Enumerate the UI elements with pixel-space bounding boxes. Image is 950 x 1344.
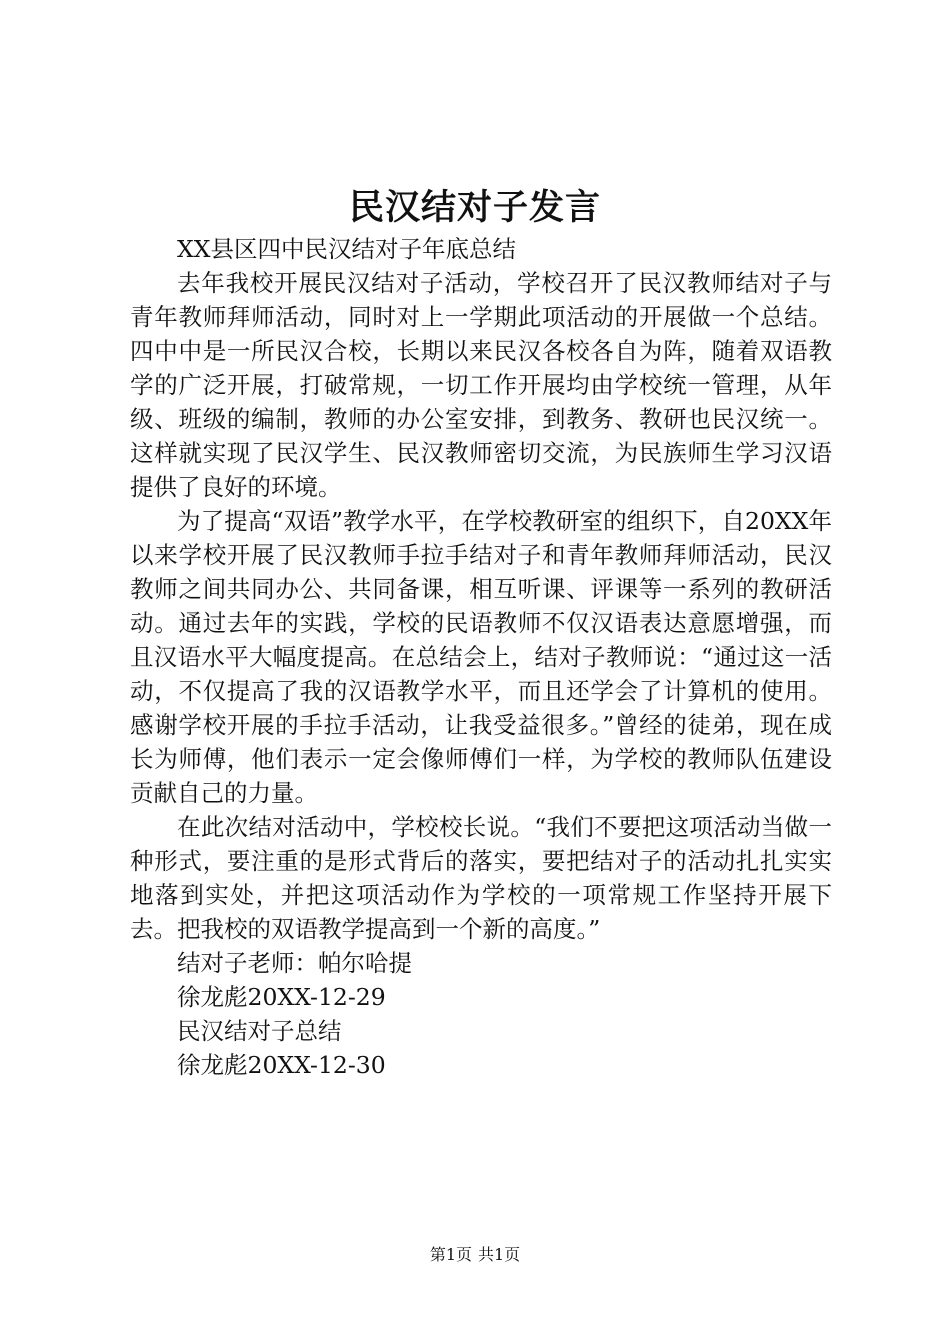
signature-line: 结对子老师：帕尔哈提 bbox=[177, 949, 412, 977]
document-title: 民汉结对子发言 bbox=[348, 187, 601, 228]
page-footer bbox=[0, 1243, 950, 1267]
body-paragraph: 为了提高“双语”教学水平，在学校教研室的组织下，自20XX年以来学校开展了民汉教师手拉手结对子和青年教师拜师活动，民汉教师之间共同办公、共同备课，相互听课、评课等一系列的教研活动。通过去年的实践，学校的民语教师不仅汉语表达意愿增强，而且汉语水平大幅度提高。在总结会上，结对子教师说：“通过这一活动，不仅提高了我的汉语教学水平，而且还学会了计算机的使用。感谢学校开展的手拉手活动，让我受益很多。”曾经的徒弟，现在成长为师傅，他们表示一定会像师傅们一样，为学校的教师队伍建设贡献自己的力量。 bbox=[130, 507, 832, 807]
signature-line: 徐龙彪20XX-12-29 bbox=[177, 983, 386, 1011]
page-number: 第1页 bbox=[429, 1245, 472, 1264]
signature-line: 徐龙彪20XX-12-30 bbox=[177, 1051, 386, 1079]
page-total: 共1页 bbox=[478, 1245, 521, 1264]
subtitle-paragraph: XX县区四中民汉结对子年底总结 bbox=[177, 235, 516, 263]
body-paragraph: 去年我校开展民汉结对子活动，学校召开了民汉教师结对子与青年教师拜师活动，同时对上一学期此项活动的开展做一个总结。四中中是一所民汉合校，长期以来民汉各校各自为阵，随着双语教学的广泛开展，打破常规，一切工作开展均由学校统一管理，从年级、班级的编制，教师的办公室安排，到教务、教研也民汉统一。这样就实现了民汉学生、民汉教师密切交流，为民族师生学习汉语提供了良好的环境。 bbox=[130, 269, 832, 501]
body-paragraph: 在此次结对活动中，学校校长说。“我们不要把这项活动当做一种形式，要注重的是形式背后的落实，要把结对子的活动扎扎实实地落到实处，并把这项活动作为学校的一项常规工作坚持开展下去。把我校的双语教学提高到一个新的高度。” bbox=[130, 813, 832, 943]
document-body bbox=[130, 232, 832, 1082]
signature-line: 民汉结对子总结 bbox=[177, 1017, 342, 1045]
